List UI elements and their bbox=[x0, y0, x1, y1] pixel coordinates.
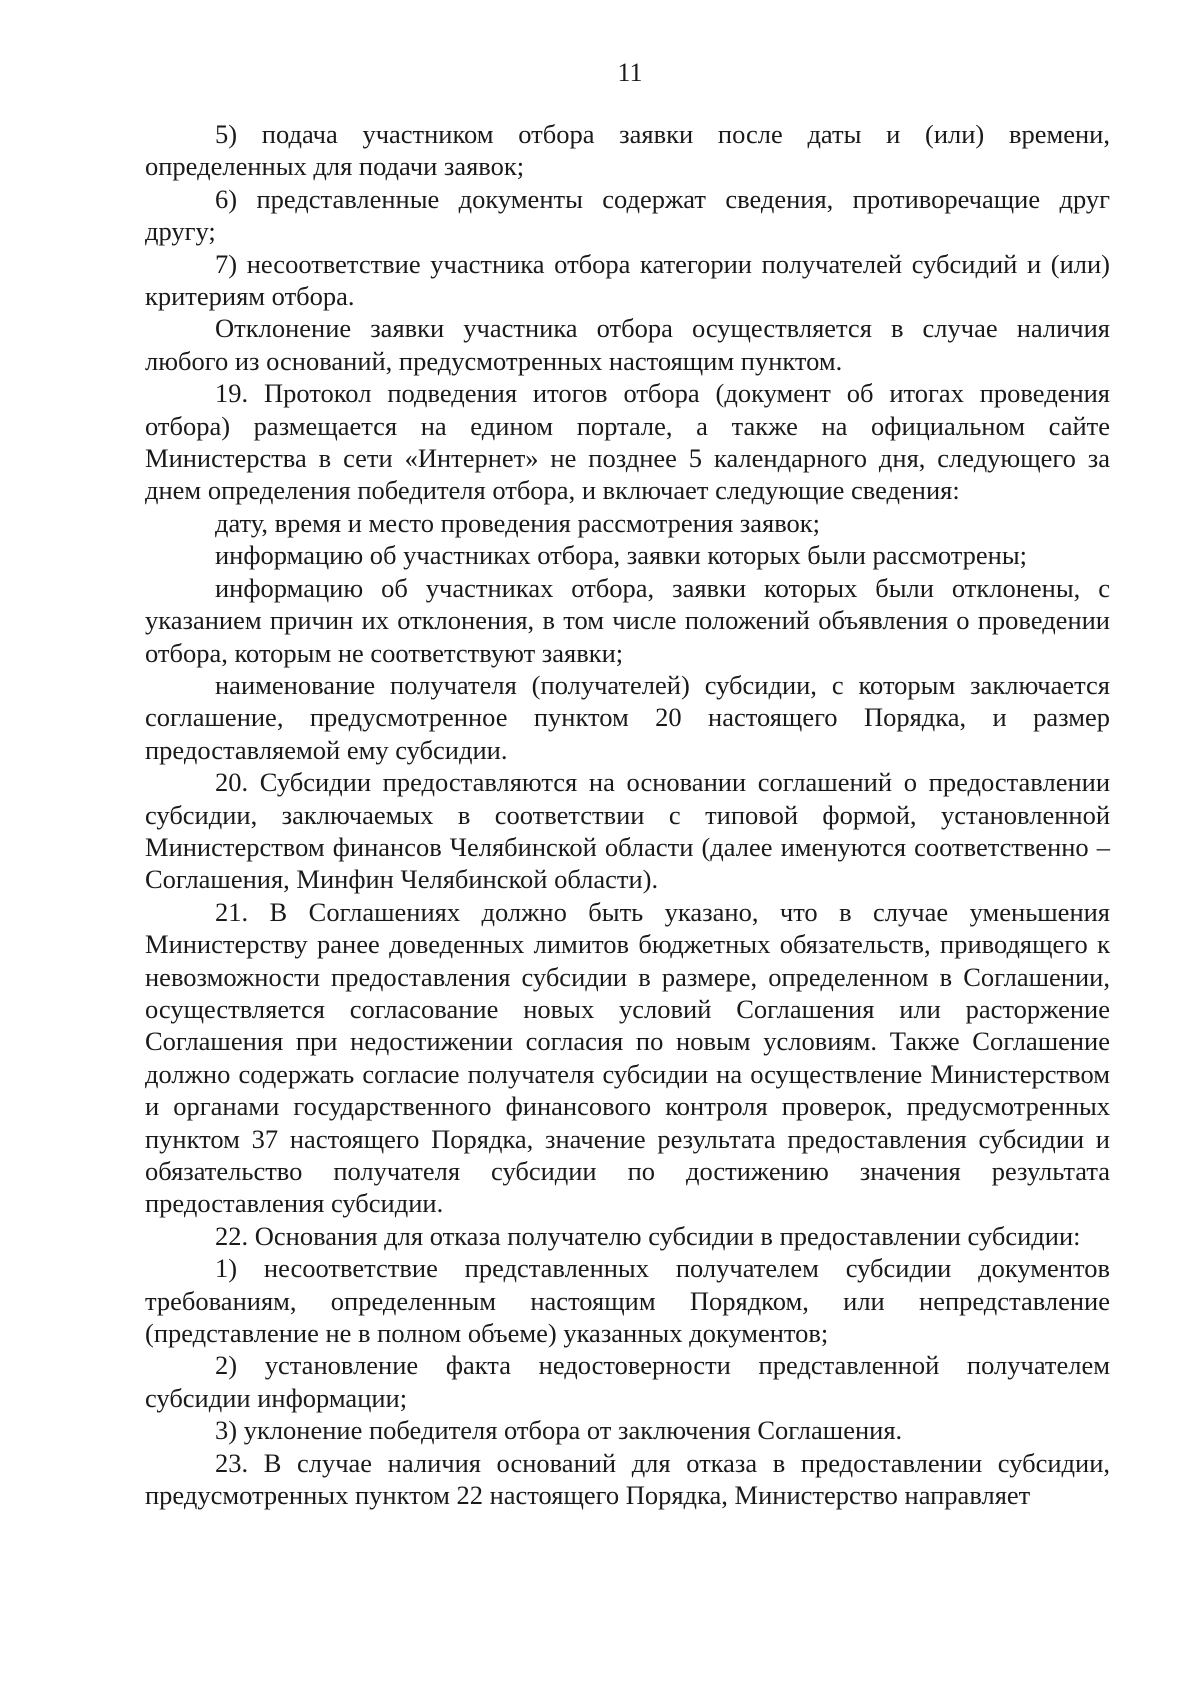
page-number: 11 bbox=[617, 58, 643, 87]
paragraph-clause-21: 21. В Соглашениях должно быть указано, что в случае уменьшения Министерству ранее доведенных лимитов бюджетных обязательств, приводящего к невозможности предоставления субсидии в размере, определенном в Соглашении, осуществляется согласование новых условий Соглашения или расторжение Соглашения при недостижении согласия по новым условиям. Также Соглашение должно содержать согласие получателя субсидии на осуществление Министерством и органами государственного финансового контроля проверок, предусмотренных пунктом 37 настоящего Порядка, значение результата предоставления субсидии и обязательство получателя субсидии по достижению значения результата предоставления субсидии. bbox=[145, 896, 1110, 1219]
document-body bbox=[145, 118, 1110, 1511]
paragraph-clause-19-rejected: информацию об участниках отбора, заявки которых были отклонены, с указанием причин их отклонения, в том числе положений объявления о проведении отбора, которым не соответствуют заявки; bbox=[145, 572, 1110, 668]
paragraph-clause-19-recipient: наименование получателя (получателей) субсидии, с которым заключается соглашение, предусмотренное пунктом 20 настоящего Порядка, и размер предоставляемой ему субсидии. bbox=[145, 669, 1110, 765]
paragraph-clause-22-item-2: 2) установление факта недостоверности представленной получателем субсидии информации; bbox=[145, 1350, 1110, 1413]
paragraph-clause-22-item-1: 1) несоответствие представленных получателем субсидии документов требованиям, определенным настоящим Порядком, или непредставление (представление не в полном объеме) указанных документов; bbox=[145, 1253, 1110, 1349]
paragraph-clause-22-item-3: 3) уклонение победителя отбора от заключения Соглашения. bbox=[215, 1415, 903, 1446]
paragraph-clause-22: 22. Основания для отказа получателю субсидии в предоставлении субсидии: bbox=[215, 1220, 1081, 1251]
paragraph-item-6: 6) представленные документы содержат сведения, противоречащие друг другу; bbox=[145, 183, 1110, 247]
paragraph-item-7: 7) несоответствие участника отбора категории получателей субсидий и (или) критериям отбора. bbox=[145, 248, 1110, 312]
paragraph-clause-19: 19. Протокол подведения итогов отбора (документ об итогах проведения отбора) размещается на едином портале, а также на официальном сайте Министерства в сети «Интернет» не позднее 5 календарного дня, следующего за днем определения победителя отбора, и включает следующие сведения: bbox=[145, 378, 1110, 506]
paragraph-clause-19-reviewed: информацию об участниках отбора, заявки которых были рассмотрены; bbox=[215, 540, 1028, 571]
paragraph-item-5: 5) подача участником отбора заявки после даты и (или) времени, определенных для подачи заявок; bbox=[145, 119, 1110, 182]
paragraph-clause-20: 20. Субсидии предоставляются на основании соглашений о предоставлении субсидии, заключаемых в соответствии с типовой формой, установленной Министерством финансов Челябинской области (далее именуются соответственно – Соглашения, Минфин Челябинской области). bbox=[145, 767, 1110, 895]
paragraph-clause-19-date: дату, время и место проведения рассмотрения заявок; bbox=[215, 507, 821, 538]
paragraph-clause-23: 23. В случае наличия оснований для отказа в предоставлении субсидии, предусмотренных пунктом 22 настоящего Порядка, Министерство направляет bbox=[145, 1447, 1110, 1511]
paragraph-rejection-note: Отклонение заявки участника отбора осуществляется в случае наличия любого из оснований, предусмотренных настоящим пунктом. bbox=[145, 313, 1110, 376]
